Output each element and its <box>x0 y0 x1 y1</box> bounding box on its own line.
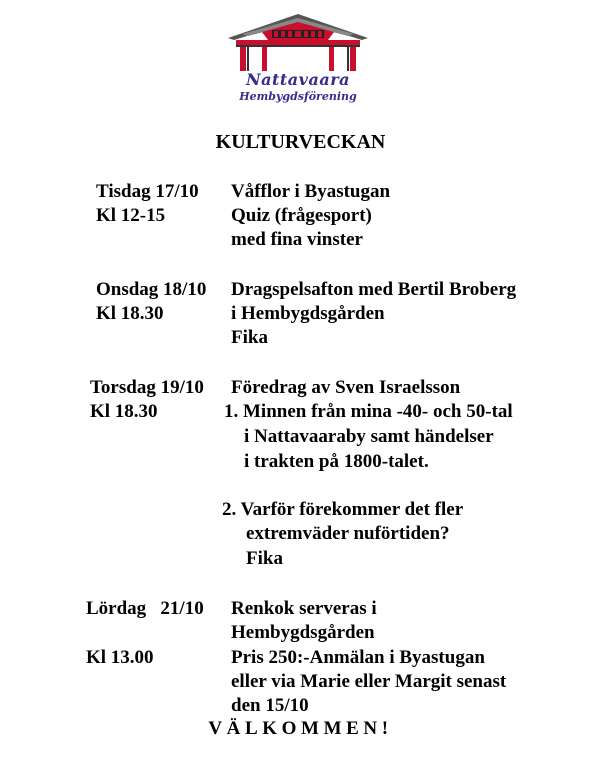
event-day: Torsdag 19/10 <box>90 377 204 398</box>
event-time: Kl 18.30 <box>96 303 164 324</box>
event-day: Lördag 21/10 <box>86 598 204 619</box>
event-line: Föredrag av Sven Israelsson <box>231 377 461 398</box>
event-line: den 15/10 <box>231 695 309 716</box>
event-line: eller via Marie eller Margit senast <box>231 671 507 692</box>
event-line: Fika <box>246 548 283 569</box>
event-day: Tisdag 17/10 <box>96 181 199 202</box>
event-line: 1. Minnen från mina -40- och 50-tal <box>224 401 513 422</box>
event-line: Pris 250:-Anmälan i Byastugan <box>231 647 485 668</box>
event-line: i Hembygdsgården <box>231 303 385 324</box>
event-line: i Nattavaaraby samt händelser <box>244 426 494 447</box>
event-day: Onsdag 18/10 <box>96 279 207 300</box>
event-time: Kl 12-15 <box>96 205 166 226</box>
event-line: Quiz (frågesport) <box>231 205 372 226</box>
logo-subtitle: Hembygdsförening <box>239 90 357 103</box>
event-line: Dragspelsafton med Bertil Broberg <box>231 279 517 300</box>
house-logo-icon <box>224 10 372 72</box>
logo <box>224 10 372 105</box>
event-line: Fika <box>231 327 268 348</box>
event-line: Hembygdsgården <box>231 622 375 643</box>
event-time: Kl 18.30 <box>90 401 158 422</box>
event-line: i trakten på 1800-talet. <box>244 451 429 472</box>
event-line: Våfflor i Byastugan <box>231 181 391 202</box>
event-line: Renkok serveras i <box>231 598 377 619</box>
event-line: 2. Varför förekommer det fler <box>222 499 464 520</box>
welcome-text: VÄLKOMMEN! <box>208 718 393 739</box>
event-time: Kl 13.00 <box>86 647 154 668</box>
event-line: med fina vinster <box>231 229 363 250</box>
logo-name: Nattavaara <box>246 70 350 89</box>
event-line: extremväder nuförtiden? <box>246 523 450 544</box>
page-title: KULTURVECKAN <box>215 131 386 153</box>
